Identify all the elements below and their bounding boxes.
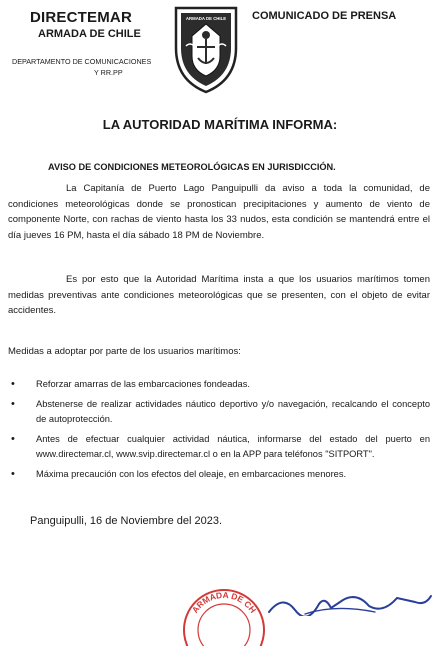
org-subtitle: ARMADA DE CHILE <box>38 28 141 40</box>
measures-list <box>8 377 430 486</box>
org-name: DIRECTEMAR <box>30 9 132 26</box>
bullet-icon: • <box>11 467 15 480</box>
measure-item <box>8 377 430 393</box>
measure-text: Abstenerse de realizar actividades náutico deportivo y/o navegación, recalcando el concepto de autoprotección. <box>36 398 430 424</box>
seal-text: ARMADA DE CHILE <box>185 16 227 21</box>
department-line-1: DEPARTAMENTO DE COMUNICACIONES <box>12 57 152 66</box>
official-stamp <box>178 586 270 646</box>
body-paragraph-2: Es por esto que la Autoridad Marítima insta a que los usuarios marítimos tomen medidas preventivas ante condiciones meteorológicas que se presenten, con el objeto de evitar accidentes. <box>8 274 430 316</box>
press-release-label: COMUNICADO DE PRENSA <box>252 10 397 22</box>
measures-intro: Medidas a adoptar por parte de los usuarios marítimos: <box>8 346 241 357</box>
measure-item <box>8 397 430 428</box>
measure-item <box>8 432 430 463</box>
stamp-text: ARMADA DE CH <box>189 589 259 615</box>
body-paragraph-1: La Capitanía de Puerto Lago Panguipulli da aviso a toda la comunidad, de condiciones meteorológicas donde se pronostican precipitaciones y aumento de viento de componente Norte, con rachas de viento hasta los 33 nudos, esta condición se mantendrá entre el día jueves 16 PM, hasta el día sábado 18 PM de Noviembre. <box>8 183 430 241</box>
bullet-icon: • <box>11 397 15 410</box>
place-and-date: Panguipulli, 16 de Noviembre del 2023. <box>30 515 223 527</box>
measure-text: Reforzar amarras de las embarcaciones fondeadas. <box>36 379 250 389</box>
notice-subtitle: AVISO DE CONDICIONES METEOROLÓGICAS EN JURISDICCIÓN. <box>48 162 336 172</box>
main-title: LA AUTORIDAD MARÍTIMA INFORMA: <box>102 117 338 132</box>
bullet-icon: • <box>11 378 15 390</box>
bullet-icon: • <box>11 432 15 445</box>
measure-text: Máxima precaución con los efectos del oleaje, en embarcaciones menores. <box>36 468 347 479</box>
department-line-2: Y RR.PP <box>94 68 123 77</box>
measure-item <box>8 467 430 483</box>
handwritten-signature <box>265 590 435 616</box>
measure-text: Antes de efectuar cualquier actividad náutica, informarse del estado del puerto en www.directemar.cl, www.svip.directemar.cl o en la APP para teléfonos "SITPORT". <box>36 433 430 459</box>
navy-seal-logo <box>168 2 244 94</box>
